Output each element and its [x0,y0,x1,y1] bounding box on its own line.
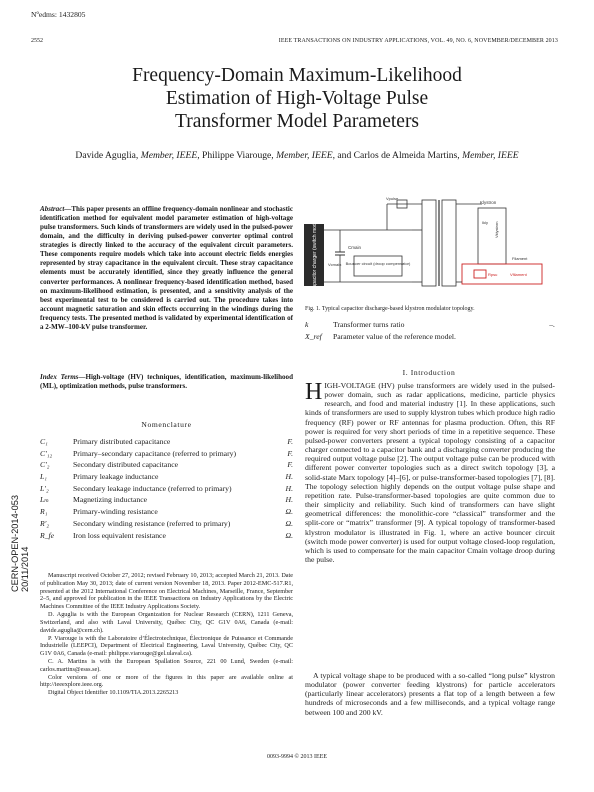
cern-stamp-text [10,495,30,592]
paper-title [30,64,564,133]
title-line: Estimation of High-Voltage Pulse [165,88,429,109]
nomenclature-description: Secondary winding resistance (referred to primary) [73,518,231,528]
rpsu-resistor [474,270,486,278]
introduction-heading: I. Introduction [402,368,456,377]
vfilament-label: Vfilament [510,272,527,277]
author-list [30,150,564,161]
journal-running-head: IEEE TRANSACTIONS ON INDUSTRY APPLICATIONS, VOL. 49, NO. 6, NOVEMBER/DECEMBER 2013 [278,38,558,44]
nomenclature-row [40,519,293,531]
nomenclature-row [40,495,293,507]
abstract [40,205,293,332]
footnote: Color versions of one or more of the figures in this paper are available online at http://ieeexplore.ieee.org. [40,673,293,689]
cern-stamp-date: 20/11/2014 [20,546,30,592]
introduction-text: IGH-VOLTAGE (HV) pulse transformers are widely used in the pulsed-power domain, such as radar applications, medicine, particle physics research, and food and material industry [1]. In these applications, such kinds of transformers are used to supply klystron tubes which produce high radio frequency (RF) power or RF antennas for plasma production. Often, this RF power is required for very short periods of time in a repetitive sequence. These pulsed-power converters present a typical topology consisting of a capacitor charger connected to a capacitor bank and a discharging converter producing the required output voltage pulse [2]. The output voltage pulse can be produced with different power converter topologies such as a direct switch topology [3], a solid-state Marx topology [4]–[6], or pulse-transformer-based topologies [7], [8]. The topology selection highly depends on the output voltage pulse shape and repetition rate. Pulse-transformer-based topologies are quite common due to their simplicity and reliability. Such kind of transformers can have slight geometrical differences: the monolithic-core “classical” transformer and the split-core or “matrix” transformer [9]. A typical topology of transformer-based klystron modulator is illustrated in Fig. 1, where an active bouncer circuit (switch mode power converter) is used for output voltage closed-loop regulation, which is used to compensate for the main capacitor Cmain voltage droop during the pulse. [305,381,555,564]
title-line: Frequency-Domain Maximum-Likelihood [132,65,462,86]
author-3: , and Carlos de Almeida Martins, [332,150,463,161]
footnote: Manuscript received October 27, 2012; revised February 10, 2013; accepted March 21, 2013. Date of publication May 30, 2013; date of current version November 18, 2013. Paper 2012-EMC-517.R1, presented at the 2012 International Conference on Electrical Machines, Marseille, France, September 2–5, and approved for publication in the IEEE Transactions on Industry Applications by the Electric Machines Committee of the IEEE Industry Applications Society. [40,572,293,611]
nomenclature-row [40,437,293,449]
author-2-role: Member, IEEE [276,150,333,161]
index-terms-text: —High-voltage (HV) techniques, identification, maximum-likelihood (ML), optimization methods, pulse transformers. [40,373,293,391]
drop-cap: H [305,379,323,405]
nomenclature-row [305,320,555,332]
nomenclature-symbol: C′₁₂ [40,448,53,458]
nomenclature-symbol: k [305,320,309,329]
nomenclature-symbol: R_fe [40,530,55,540]
transformer-primary [422,200,436,286]
rpsu-label: Rpsu [488,272,498,277]
nomenclature-description: Primary-winding resistance [73,507,158,517]
nomenclature-row [305,332,555,344]
klystron-label: Klystron [480,200,497,205]
nomenclature-unit: Ω. [285,518,293,528]
nomenclature-description: Secondary distributed capacitance [73,460,179,470]
nomenclature-unit: Ω. [285,530,293,540]
nomenclature-continued [305,320,555,343]
nomenclature-unit: F. [287,448,293,458]
nomenclature-symbol: X_ref [305,331,322,341]
cmain-label: Cmain [348,245,362,250]
introduction-paragraph [305,381,555,564]
nomenclature-unit: H. [285,483,293,493]
author-1: Davide Aguglia, [75,150,141,161]
index-terms-lead: Index Terms [40,373,79,381]
nomenclature-list [40,437,293,542]
nomenclature-heading: Nomenclature [141,420,192,429]
nomenclature-row [40,507,293,519]
footnote: C. A. Martins is with the European Spallation Source, 221 00 Lund, Sweden (e-mail: carlos.martins@esss.se). [40,657,293,673]
nomenclature-unit: H. [285,472,293,482]
vpulse-label: Vpulse [386,196,399,201]
nomenclature-symbol: R′₂ [40,518,50,528]
nomenclature-unit: F. [287,460,293,470]
abstract-text: —This paper presents an offline frequency-domain nonlinear and stochastic identification method for equivalent model parameter estimation of high-voltage pulse transformers. Such kinds of transformers are widely used in the pulsed-power domain, and the difficulty in deriving pulsed-power converter optimal control strategies is directly linked to the accuracy of the equivalent circuit parameters. These components require models which take into account electric fields energies represented by stray capacitance in the equivalent circuit. These stray capacitance elements must be accurately identified, since they greatly influence the general converter performances. A nonlinear frequency-based identification method, based on maximum-likelihood estimation, is presented, and a sensitivity analysis of the best experimental test to be considered is carried out. The procedure takes into account magnetic saturation and skin effects occurring in the windings during the frequency tests. The presented method is validated by experimental identification of a 2-MW–100-kV pulse transformer. [40,205,293,331]
nomenclature-row [40,460,293,472]
nomenclature-row [40,484,293,496]
nomenclature-description: Iron loss equivalent resistance [73,530,166,540]
cern-report-number: CERN-OPEN-2014-053 [10,494,20,592]
nomenclature-unit: –. [549,320,555,329]
klystron-body [478,208,506,264]
ikly-label: Ikly [482,220,488,225]
transformer-secondary [442,200,456,286]
nomenclature-symbol: L₁ [40,472,47,482]
nomenclature-symbol: C₁ [40,437,48,446]
index-terms [40,373,293,391]
footnote: D. Aguglia is with the European Organization for Nuclear Research (CERN), 1211 Geneva, Switzerland, and also with Laval University, Québec City, QC G1V 0A6, Canada (e-mail: davide.aguglia@cern.ch). [40,611,293,634]
nomenclature-description: Primary distributed capacitance [73,437,171,446]
author-3-role: Member, IEEE [462,150,519,161]
klystron-modulator-figure [302,194,552,297]
nomenclature-symbol: R₁ [40,507,48,517]
page-number: 2552 [31,38,43,44]
filament-label: Filament [512,256,528,261]
nomenclature-row [40,449,293,461]
nomenclature-unit: Ω. [285,507,293,517]
nomenclature-unit: F. [287,437,293,446]
bouncer-label: Bouncer circuit (droop compensator) [345,261,411,266]
nomenclature-description: Primary–secondary capacitance (referred to primary) [73,448,237,458]
vcmain-label: Vcmain [328,262,342,267]
author-2: , Philippe Viarouge, [197,150,277,161]
copyright-footer: 0093-9994 © 2013 IEEE [266,754,328,760]
nomenclature-row [40,531,293,543]
bouncer-block [354,256,402,276]
nomenclature-symbol: C′₂ [40,460,50,470]
nomenclature-symbol: Lₘ [40,495,49,505]
abstract-lead: Abstract [40,205,65,213]
author-1-role: Member, IEEE [140,150,198,161]
nomenclature-description: Transformer turns ratio [333,320,405,329]
introduction-paragraph: A typical voltage shape to be produced with a so-called “long pulse” klystron modulator (power converter feeding klystrons) for particle accelerators (particularly linear accelerators) presents a flat top of a length between a few hundreds of microseconds and a few milliseconds, and a typical voltage range between 100 and 200 kV. [305,671,555,717]
nomenclature-description: Primary leakage inductance [73,472,159,482]
footnotes [40,572,293,697]
title-line: Transformer Model Parameters [174,111,420,132]
nomenclature-description: Parameter value of the reference model. [333,331,456,341]
cern-sidebar-stamp [10,452,30,592]
capacitor-charger-label: Capacitor charger (switch mode) [312,218,318,292]
footnote: P. Viarouge is with the Laboratoire d’Électrotechnique, Électronique de Puissance et Commande Industrielle (LEEPCI), Department of Electrical Engineering, Laval University, Québec City, QC G1V 0A6, Canada (e-mail: philippe.viarouge@gel.ulaval.ca). [40,634,293,658]
nomenclature-description: Magnetizing inductance [73,495,148,505]
document-record-number: Nºedms: 1432805 [31,10,86,19]
nomenclature-description: Secondary leakage inductance (referred to primary) [73,483,232,493]
vklystron-label: Vklystron [494,221,499,238]
figure-caption: Fig. 1. Typical capacitor discharge-based klystron modulator topology. [305,306,475,312]
nomenclature-row [40,472,293,484]
nomenclature-unit: H. [285,495,293,505]
nomenclature-symbol: L′₂ [40,483,49,493]
footnote: Digital Object Identifier 10.1109/TIA.2013.2265213 [48,689,179,697]
